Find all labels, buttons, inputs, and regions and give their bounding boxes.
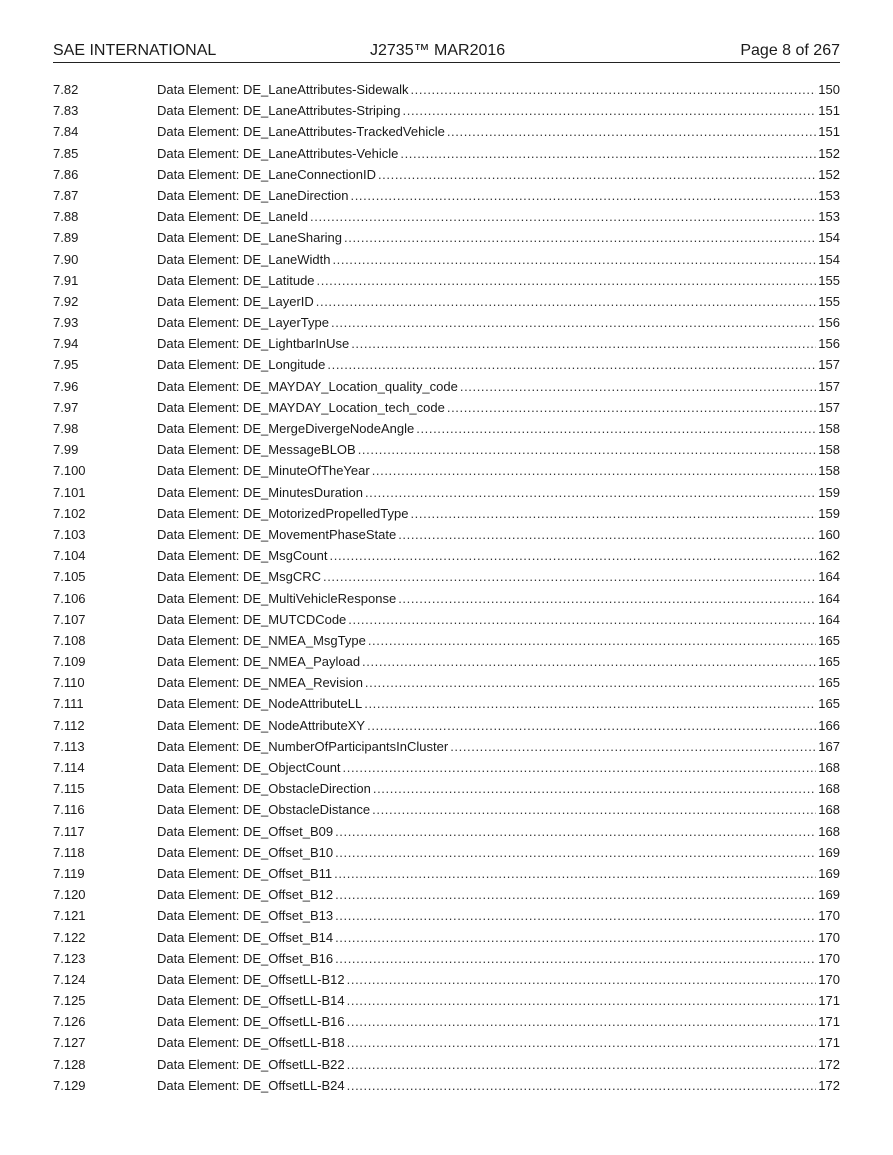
toc-entry[interactable] [53, 927, 840, 948]
toc-page-number: 167 [818, 738, 840, 754]
toc-page-number: 170 [818, 908, 840, 924]
toc-section-title: Data Element: DE_Offset_B12 [157, 887, 334, 903]
toc-section-title: Data Element: DE_MAYDAY_Location_quality_code [157, 378, 458, 394]
toc-section-title: Data Element: DE_OffsetLL-B18 [157, 1035, 345, 1051]
toc-page-number: 151 [818, 103, 840, 119]
toc-entry-body [157, 672, 840, 693]
toc-entry[interactable] [53, 778, 840, 799]
toc-page-number: 158 [818, 463, 840, 479]
toc-dot-leader [347, 1054, 817, 1075]
toc-page-number: 162 [818, 548, 840, 564]
toc-section-number: 7.85 [53, 145, 79, 161]
toc-section-number: 7.110 [53, 675, 85, 691]
toc-entry-body [157, 778, 840, 799]
header-document-id: J2735™ MAR2016 [370, 42, 506, 59]
toc-dot-leader [362, 651, 816, 672]
toc-section-number: 7.91 [53, 272, 79, 288]
toc-dot-leader [335, 948, 816, 969]
toc-entry[interactable] [53, 948, 840, 969]
toc-dot-leader [347, 1032, 817, 1053]
toc-dot-leader [351, 333, 816, 354]
toc-page-number: 172 [818, 1056, 840, 1072]
toc-section-title: Data Element: DE_Longitude [157, 357, 326, 373]
toc-dot-leader [416, 418, 816, 439]
toc-dot-leader [347, 969, 817, 990]
toc-dot-leader [450, 736, 816, 757]
toc-entry-body [157, 757, 840, 778]
toc-page-number: 157 [818, 378, 840, 394]
toc-entry-body [157, 884, 840, 905]
toc-entry[interactable] [53, 821, 840, 842]
toc-entry-body [157, 609, 840, 630]
toc-entry[interactable] [53, 1011, 840, 1032]
toc-section-number: 7.95 [53, 357, 79, 373]
toc-page-number: 164 [818, 590, 840, 606]
toc-section-number: 7.88 [53, 209, 79, 225]
toc-dot-leader [332, 249, 816, 270]
toc-entry-body [157, 990, 840, 1011]
toc-entry-body [157, 354, 840, 375]
toc-section-number: 7.112 [53, 717, 85, 733]
toc-entry-body [157, 270, 840, 291]
toc-page-number: 153 [818, 187, 840, 203]
toc-section-number: 7.121 [53, 908, 86, 924]
toc-page-number: 157 [818, 357, 840, 373]
toc-entry[interactable] [53, 1075, 840, 1096]
toc-dot-leader [447, 397, 816, 418]
toc-section-number: 7.104 [53, 548, 86, 564]
toc-entry-body [157, 312, 840, 333]
toc-dot-leader [335, 905, 816, 926]
toc-section-title: Data Element: DE_OffsetLL-B16 [157, 1014, 345, 1030]
toc-dot-leader [365, 672, 816, 693]
toc-section-title: Data Element: DE_MUTCDCode [157, 611, 347, 627]
toc-entry[interactable] [53, 312, 840, 333]
toc-entry[interactable] [53, 143, 840, 164]
toc-page-number: 152 [818, 145, 840, 161]
toc-entry[interactable] [53, 863, 840, 884]
toc-section-number: 7.99 [53, 442, 79, 458]
toc-entry-body [157, 79, 840, 100]
toc-section-number: 7.93 [53, 315, 79, 331]
toc-section-title: Data Element: DE_OffsetLL-B12 [157, 971, 345, 987]
toc-dot-leader [368, 630, 816, 651]
toc-entry[interactable] [53, 79, 840, 100]
toc-entry-body [157, 164, 840, 185]
toc-entry-body [157, 1075, 840, 1096]
toc-section-title: Data Element: DE_OffsetLL-B14 [157, 993, 345, 1009]
toc-entry[interactable] [53, 736, 840, 757]
toc-section-number: 7.118 [53, 844, 85, 860]
toc-section-title: Data Element: DE_NMEA_MsgType [157, 632, 366, 648]
toc-entry-body [157, 227, 840, 248]
toc-entry[interactable] [53, 1054, 840, 1075]
toc-entry-body [157, 291, 840, 312]
toc-dot-leader [400, 143, 816, 164]
toc-section-title: Data Element: DE_Offset_B10 [157, 844, 334, 860]
toc-section-title: Data Element: DE_LightbarInUse [157, 336, 350, 352]
toc-entry-body [157, 905, 840, 926]
toc-dot-leader [334, 863, 816, 884]
toc-entry[interactable] [53, 588, 840, 609]
toc-section-title: Data Element: DE_MinuteOfTheYear [157, 463, 370, 479]
toc-dot-leader [348, 609, 816, 630]
toc-section-number: 7.129 [53, 1077, 86, 1093]
toc-entry[interactable] [53, 460, 840, 481]
toc-entry[interactable] [53, 333, 840, 354]
toc-entry[interactable] [53, 100, 840, 121]
toc-page-number: 168 [818, 781, 840, 797]
toc-section-title: Data Element: DE_LayerID [157, 293, 314, 309]
toc-entry-body [157, 693, 840, 714]
toc-dot-leader [364, 693, 816, 714]
toc-section-title: Data Element: DE_MsgCRC [157, 569, 321, 585]
toc-page-number: 165 [818, 632, 840, 648]
toc-section-number: 7.114 [53, 760, 85, 775]
toc-section-number: 7.124 [53, 971, 86, 987]
toc-section-number: 7.117 [53, 823, 85, 839]
toc-section-number: 7.100 [53, 463, 86, 479]
toc-entry[interactable] [53, 270, 840, 291]
toc-section-title: Data Element: DE_MinutesDuration [157, 484, 363, 500]
toc-section-number: 7.98 [53, 421, 79, 436]
toc-entry[interactable] [53, 439, 840, 460]
toc-dot-leader [335, 821, 816, 842]
toc-section-number: 7.119 [53, 865, 85, 881]
toc-section-title: Data Element: DE_Offset_B11 [157, 865, 333, 881]
toc-section-title: Data Element: DE_NMEA_Payload [157, 654, 361, 670]
toc-entry-body [157, 588, 840, 609]
toc-page-number: 171 [818, 1035, 840, 1051]
toc-section-title: Data Element: DE_Offset_B09 [157, 823, 334, 839]
toc-entry[interactable] [53, 757, 840, 778]
toc-entry-body [157, 418, 840, 439]
toc-entry[interactable] [53, 545, 840, 566]
toc-entry[interactable] [53, 227, 840, 248]
toc-section-number: 7.87 [53, 187, 79, 203]
toc-page-number: 156 [818, 315, 840, 331]
toc-dot-leader [372, 460, 817, 481]
toc-entry[interactable] [53, 291, 840, 312]
toc-page-number: 165 [818, 654, 840, 670]
toc-page-number: 157 [818, 399, 840, 415]
toc-section-number: 7.89 [53, 230, 79, 246]
toc-section-title: Data Element: DE_LaneWidth [157, 251, 331, 267]
toc-section-number: 7.111 [53, 696, 84, 712]
toc-entry[interactable] [53, 121, 840, 142]
toc-page-number: 168 [818, 760, 840, 775]
toc-entry-body [157, 1011, 840, 1032]
toc-entry-body [157, 249, 840, 270]
toc-dot-leader [367, 715, 816, 736]
toc-section-number: 7.116 [53, 802, 85, 818]
toc-entry[interactable] [53, 969, 840, 990]
toc-section-number: 7.113 [53, 738, 85, 754]
toc-dot-leader [410, 79, 816, 100]
toc-section-title: Data Element: DE_OffsetLL-B24 [157, 1077, 345, 1093]
toc-dot-leader [378, 164, 816, 185]
toc-section-title: Data Element: DE_LaneSharing [157, 230, 343, 246]
toc-entry-body [157, 630, 840, 651]
toc-dot-leader [323, 566, 816, 587]
toc-section-title: Data Element: DE_LaneAttributes-Vehicle [157, 145, 399, 161]
toc-entry-body [157, 545, 840, 566]
header-publisher: SAE INTERNATIONAL [53, 42, 217, 59]
toc-entry-body [157, 1032, 840, 1053]
toc-section-number: 7.82 [53, 82, 79, 97]
toc-section-number: 7.102 [53, 505, 86, 521]
toc-section-title: Data Element: DE_LaneId [157, 209, 309, 225]
toc-page-number: 151 [818, 124, 840, 140]
toc-page-number: 150 [818, 82, 840, 97]
toc-section-title: Data Element: DE_ObstacleDistance [157, 802, 371, 818]
toc-section-number: 7.122 [53, 929, 86, 945]
toc-section-title: Data Element: DE_Offset_B16 [157, 950, 334, 966]
toc-dot-leader [410, 503, 816, 524]
toc-page-number: 159 [818, 505, 840, 521]
toc-section-number: 7.103 [53, 526, 86, 542]
toc-page-number: 153 [818, 209, 840, 225]
toc-section-title: Data Element: DE_MsgCount [157, 548, 328, 564]
toc-page-number: 155 [818, 272, 840, 288]
toc-section-number: 7.120 [53, 887, 86, 903]
toc-entry-body [157, 821, 840, 842]
toc-section-title: Data Element: DE_MAYDAY_Location_tech_code [157, 399, 445, 415]
toc-section-number: 7.125 [53, 993, 86, 1009]
toc-dot-leader [398, 588, 816, 609]
toc-page-number: 154 [818, 251, 840, 267]
toc-dot-leader [316, 291, 817, 312]
toc-entry-body [157, 397, 840, 418]
toc-page-number: 155 [818, 293, 840, 309]
toc-section-title: Data Element: DE_ObstacleDirection [157, 781, 371, 797]
toc-entry[interactable] [53, 249, 840, 270]
toc-entry[interactable] [53, 651, 840, 672]
toc-section-title: Data Element: DE_LayerType [157, 315, 329, 331]
toc-entry-body [157, 503, 840, 524]
toc-entry-body [157, 799, 840, 820]
toc-section-title: Data Element: DE_NodeAttributeXY [157, 717, 366, 733]
toc-section-number: 7.108 [53, 632, 86, 648]
toc-page-number: 156 [818, 336, 840, 352]
toc-page-number: 158 [818, 442, 840, 458]
table-of-contents [53, 79, 840, 1096]
toc-page-number: 164 [818, 611, 840, 627]
toc-section-number: 7.109 [53, 654, 86, 670]
toc-section-number: 7.126 [53, 1014, 86, 1030]
toc-entry[interactable] [53, 503, 840, 524]
toc-page-number: 152 [818, 166, 840, 182]
toc-entry-body [157, 121, 840, 142]
toc-entry[interactable] [53, 842, 840, 863]
toc-section-title: Data Element: DE_MessageBLOB [157, 442, 356, 458]
toc-page-number: 169 [818, 887, 840, 903]
toc-page-number: 171 [818, 1014, 840, 1030]
toc-dot-leader [317, 270, 817, 291]
page-header [53, 40, 840, 63]
toc-dot-leader [351, 185, 817, 206]
toc-dot-leader [403, 100, 817, 121]
toc-entry-body [157, 100, 840, 121]
toc-section-title: Data Element: DE_NMEA_Revision [157, 675, 363, 691]
toc-section-title: Data Element: DE_ObjectCount [157, 760, 341, 775]
toc-dot-leader [365, 482, 816, 503]
toc-section-title: Data Element: DE_LaneAttributes-Striping [157, 103, 401, 119]
toc-entry-body [157, 1054, 840, 1075]
toc-section-number: 7.90 [53, 251, 79, 267]
toc-entry-body [157, 566, 840, 587]
toc-section-number: 7.123 [53, 950, 86, 966]
toc-section-title: Data Element: DE_MovementPhaseState [157, 526, 397, 542]
toc-entry-body [157, 524, 840, 545]
toc-entry-body [157, 736, 840, 757]
toc-entry[interactable] [53, 672, 840, 693]
toc-entry[interactable] [53, 354, 840, 375]
toc-dot-leader [347, 1011, 817, 1032]
toc-dot-leader [347, 1075, 817, 1096]
toc-entry-body [157, 460, 840, 481]
toc-page-number: 154 [818, 230, 840, 246]
toc-entry-body [157, 927, 840, 948]
toc-page-number: 169 [818, 844, 840, 860]
toc-entry-body [157, 376, 840, 397]
toc-dot-leader [347, 990, 817, 1011]
toc-section-title: Data Element: DE_MergeDivergeNodeAngle [157, 421, 415, 436]
toc-section-title: Data Element: DE_NodeAttributeLL [157, 696, 363, 712]
toc-dot-leader [330, 545, 817, 566]
toc-dot-leader [335, 884, 816, 905]
toc-dot-leader [398, 524, 816, 545]
toc-entry-body [157, 143, 840, 164]
toc-entry-body [157, 439, 840, 460]
toc-dot-leader [331, 312, 816, 333]
toc-entry[interactable] [53, 799, 840, 820]
toc-entry-body [157, 863, 840, 884]
toc-page-number: 158 [818, 421, 840, 436]
toc-entry-body [157, 333, 840, 354]
toc-entry[interactable] [53, 609, 840, 630]
toc-section-number: 7.128 [53, 1056, 86, 1072]
toc-entry[interactable] [53, 206, 840, 227]
toc-entry-body [157, 715, 840, 736]
toc-section-number: 7.83 [53, 103, 79, 119]
toc-entry[interactable] [53, 185, 840, 206]
toc-dot-leader [343, 757, 817, 778]
toc-entry[interactable] [53, 482, 840, 503]
toc-section-number: 7.84 [53, 124, 79, 140]
toc-page-number: 172 [818, 1077, 840, 1093]
toc-section-number: 7.101 [53, 484, 86, 500]
toc-section-number: 7.106 [53, 590, 86, 606]
toc-section-title: Data Element: DE_MultiVehicleResponse [157, 590, 397, 606]
toc-entry-body [157, 948, 840, 969]
toc-entry[interactable] [53, 1032, 840, 1053]
toc-entry[interactable] [53, 693, 840, 714]
toc-section-title: Data Element: DE_NumberOfParticipantsInCluster [157, 738, 449, 754]
toc-page-number: 164 [818, 569, 840, 585]
toc-section-title: Data Element: DE_Latitude [157, 272, 315, 288]
toc-entry-body [157, 206, 840, 227]
toc-section-number: 7.127 [53, 1035, 86, 1051]
toc-dot-leader [335, 842, 816, 863]
toc-page-number: 170 [818, 950, 840, 966]
toc-entry[interactable] [53, 905, 840, 926]
toc-page-number: 160 [818, 526, 840, 542]
toc-section-number: 7.94 [53, 336, 79, 352]
toc-section-number: 7.92 [53, 293, 79, 309]
toc-entry[interactable] [53, 524, 840, 545]
toc-section-number: 7.86 [53, 166, 79, 182]
toc-page-number: 168 [818, 823, 840, 839]
toc-dot-leader [460, 376, 816, 397]
toc-page-number: 165 [818, 696, 840, 712]
toc-section-number: 7.97 [53, 399, 79, 415]
toc-page-number: 159 [818, 484, 840, 500]
toc-section-title: Data Element: DE_Offset_B13 [157, 908, 334, 924]
toc-dot-leader [327, 354, 816, 375]
toc-dot-leader [447, 121, 816, 142]
toc-entry[interactable] [53, 715, 840, 736]
toc-section-title: Data Element: DE_Offset_B14 [157, 929, 334, 945]
toc-dot-leader [373, 778, 816, 799]
toc-page-number: 170 [818, 929, 840, 945]
toc-entry[interactable] [53, 164, 840, 185]
toc-entry[interactable] [53, 566, 840, 587]
toc-section-title: Data Element: DE_MotorizedPropelledType [157, 505, 409, 521]
toc-entry[interactable] [53, 397, 840, 418]
toc-section-number: 7.115 [53, 781, 85, 797]
toc-entry[interactable] [53, 630, 840, 651]
toc-dot-leader [335, 927, 816, 948]
toc-entry[interactable] [53, 418, 840, 439]
toc-dot-leader [372, 799, 816, 820]
toc-section-title: Data Element: DE_LaneAttributes-TrackedVehicle [157, 124, 445, 140]
toc-section-number: 7.107 [53, 611, 86, 627]
toc-entry[interactable] [53, 884, 840, 905]
toc-dot-leader [358, 439, 817, 460]
toc-dot-leader [310, 206, 816, 227]
toc-entry-body [157, 482, 840, 503]
toc-page-number: 171 [818, 993, 840, 1009]
header-page-number: Page 8 of 267 [740, 42, 840, 59]
toc-section-number: 7.96 [53, 378, 79, 394]
toc-dot-leader [344, 227, 816, 248]
toc-entry-body [157, 969, 840, 990]
toc-page-number: 165 [818, 675, 840, 691]
toc-section-title: Data Element: DE_LaneDirection [157, 187, 349, 203]
toc-section-number: 7.105 [53, 569, 86, 585]
toc-section-title: Data Element: DE_LaneConnectionID [157, 166, 376, 182]
toc-entry[interactable] [53, 376, 840, 397]
toc-section-title: Data Element: DE_OffsetLL-B22 [157, 1056, 345, 1072]
toc-entry-body [157, 185, 840, 206]
toc-entry-body [157, 651, 840, 672]
toc-entry-body [157, 842, 840, 863]
toc-page-number: 170 [818, 971, 840, 987]
toc-section-title: Data Element: DE_LaneAttributes-Sidewalk [157, 82, 409, 97]
toc-page-number: 166 [818, 717, 840, 733]
toc-page-number: 168 [818, 802, 840, 818]
toc-page-number: 169 [818, 865, 840, 881]
toc-entry[interactable] [53, 990, 840, 1011]
